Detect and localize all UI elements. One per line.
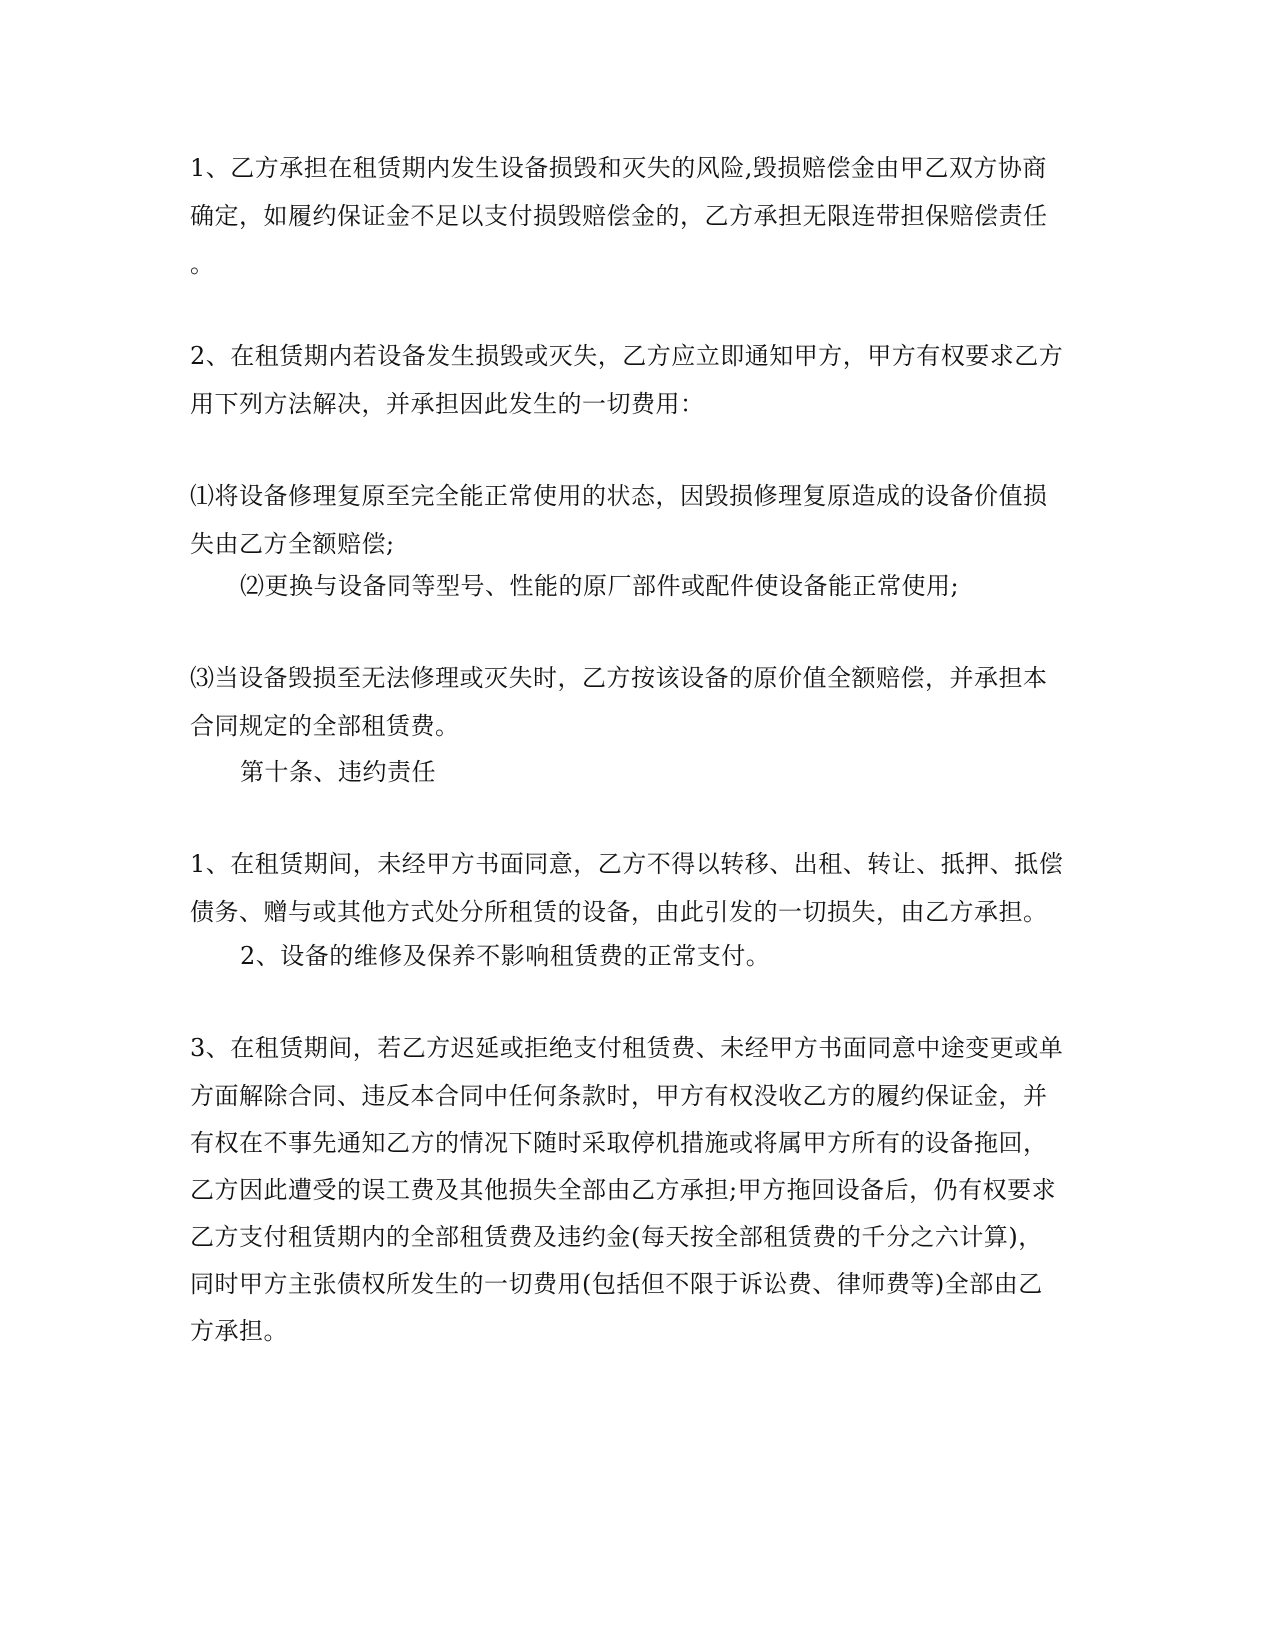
- section-heading: 第十条、违约责任: [240, 758, 436, 786]
- clause-1-line-1: 1、在租赁期间，未经甲方书面同意，乙方不得以转移、出租、转让、抵押、抵偿: [190, 850, 1064, 878]
- paragraph-2-line-2: 用下列方法解决，并承担因此发生的一切费用：: [190, 390, 705, 418]
- item-3-line-1: ⑶当设备毁损至无法修理或灭失时，乙方按该设备的原价值全额赔偿，并承担本: [190, 664, 1048, 692]
- clause-3-line-5: 乙方支付租赁期内的全部租赁费及违约金(每天按全部租赁费的千分之六计算)，: [190, 1223, 1043, 1251]
- clause-3-line-1: 3、在租赁期间，若乙方迟延或拒绝支付租赁费、未经甲方书面同意中途变更或单: [190, 1034, 1064, 1062]
- paragraph-1-line-2: 确定，如履约保证金不足以支付损毁赔偿金的，乙方承担无限连带担保赔偿责任: [190, 202, 1048, 230]
- item-2-line: ⑵更换与设备同等型号、性能的原厂部件或配件使设备能正常使用;: [240, 572, 960, 600]
- clause-3-line-7: 方承担。: [190, 1317, 288, 1345]
- clause-3-line-2: 方面解除合同、违反本合同中任何条款时，甲方有权没收乙方的履约保证金，并: [190, 1082, 1048, 1110]
- paragraph-2-line-1: 2、在租赁期内若设备发生损毁或灭失，乙方应立即通知甲方，甲方有权要求乙方: [190, 342, 1064, 370]
- clause-3-line-4: 乙方因此遭受的误工费及其他损失全部由乙方承担;甲方拖回设备后，仍有权要求: [190, 1176, 1057, 1204]
- item-3-line-2: 合同规定的全部租赁费。: [190, 712, 460, 740]
- paragraph-1-line-3: 。: [190, 250, 215, 278]
- item-1-line-2: 失由乙方全额赔偿;: [190, 530, 395, 558]
- clause-3-line-6: 同时甲方主张债权所发生的一切费用(包括但不限于诉讼费、律师费等)全部由乙: [190, 1270, 1043, 1298]
- item-1-line-1: ⑴将设备修理复原至完全能正常使用的状态，因毁损修理复原造成的设备价值损: [190, 482, 1048, 510]
- clause-1-line-2: 债务、赠与或其他方式处分所租赁的设备，由此引发的一切损失，由乙方承担。: [190, 898, 1048, 926]
- paragraph-1-line-1: 1、乙方承担在租赁期内发生设备损毁和灭失的风险,毁损赔偿金由甲乙双方协商: [190, 154, 1047, 182]
- clause-3-line-3: 有权在不事先通知乙方的情况下随时采取停机措施或将属甲方所有的设备拖回，: [190, 1129, 1048, 1157]
- clause-2-line: 2、设备的维修及保养不影响租赁费的正常支付。: [240, 942, 771, 970]
